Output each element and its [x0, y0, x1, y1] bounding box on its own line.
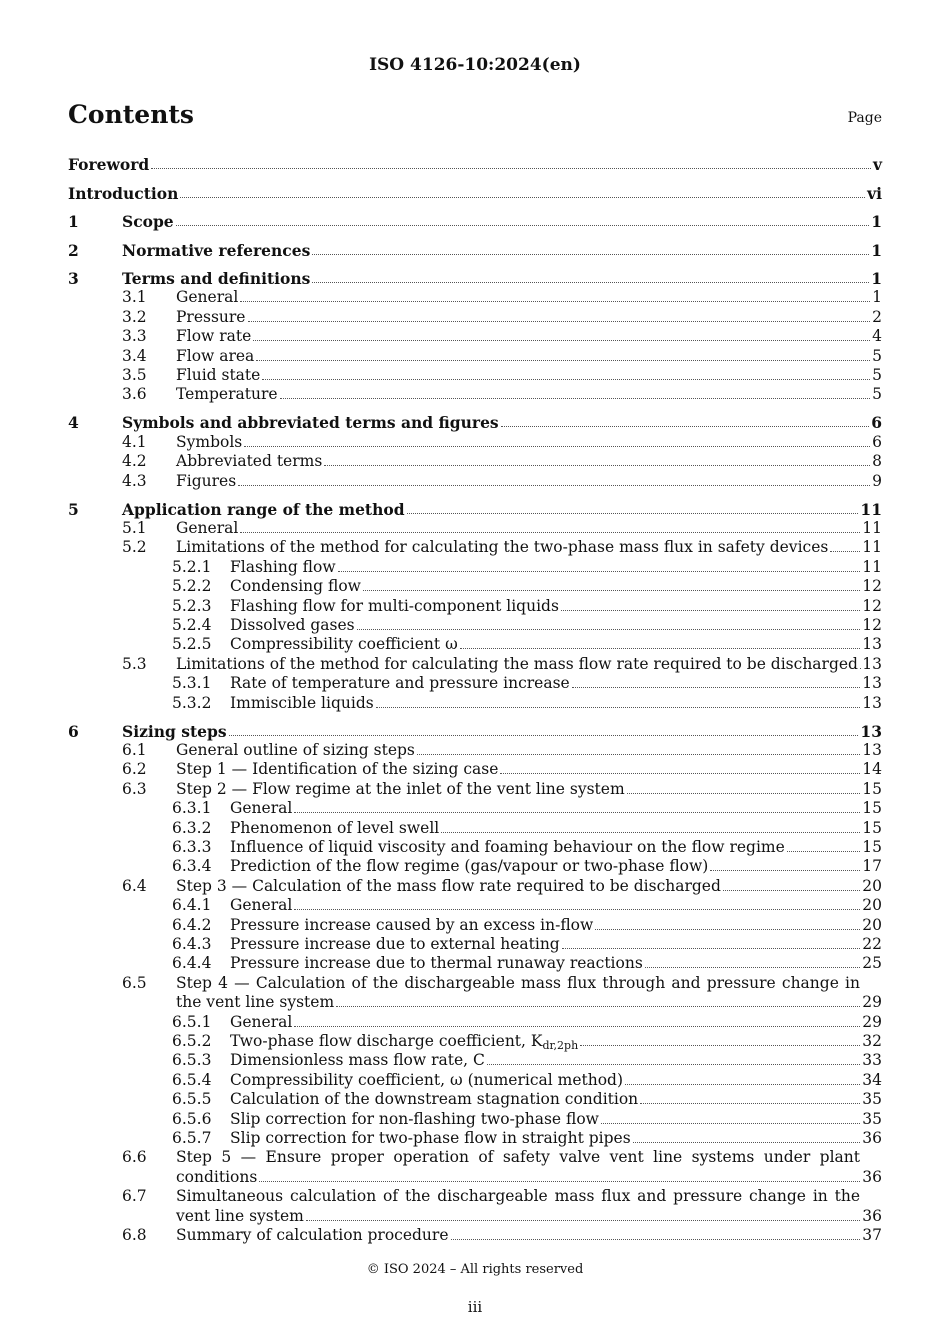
section-title: Terms and definitions — [122, 269, 311, 288]
toc-entry[interactable] — [68, 558, 882, 577]
dot-leader — [487, 1064, 860, 1065]
toc-entry[interactable] — [68, 155, 882, 174]
toc-entry[interactable] — [68, 1110, 882, 1129]
section-number: 6 — [68, 721, 79, 741]
section-title: Slip correction for two-phase flow in straight pipes — [230, 1129, 631, 1147]
toc-entry[interactable] — [68, 385, 882, 404]
toc-entry[interactable] — [68, 741, 882, 760]
toc-entry[interactable] — [68, 519, 882, 538]
page-ref: 4 — [872, 327, 882, 346]
toc-entry[interactable] — [68, 1129, 882, 1148]
dot-leader — [312, 254, 869, 255]
page-ref: 15 — [862, 838, 882, 856]
section-title: Compressibility coefficient ω — [230, 635, 458, 654]
toc-entry[interactable] — [68, 760, 882, 779]
dot-leader — [324, 465, 870, 466]
dot-leader — [787, 851, 860, 852]
toc-entry[interactable] — [68, 241, 882, 260]
page-ref: 12 — [862, 596, 882, 615]
section-number: 5.3 — [122, 654, 147, 673]
page-ref: 34 — [862, 1070, 882, 1089]
toc-entry[interactable] — [68, 1013, 882, 1032]
dot-leader — [357, 629, 861, 630]
toc-entry[interactable] — [68, 366, 882, 385]
section-number: 5 — [68, 499, 79, 519]
section-number: 6.8 — [122, 1226, 147, 1244]
dot-leader — [294, 1026, 860, 1027]
page-ref: 33 — [862, 1051, 882, 1070]
toc-entry[interactable] — [68, 500, 882, 519]
section-number: 5.1 — [122, 519, 147, 537]
section-title: Step 3 — Calculation of the mass flow rate required to be discharged — [176, 876, 721, 895]
dot-leader — [500, 773, 860, 774]
toc-entry[interactable] — [68, 974, 882, 993]
page-ref: 22 — [862, 935, 882, 953]
dot-leader — [280, 398, 871, 399]
section-title: Symbols — [176, 432, 243, 451]
page-ref: v — [872, 155, 882, 174]
toc-entry[interactable] — [68, 308, 882, 327]
section-title: Pressure increase caused by an excess in-flow — [230, 915, 594, 934]
section-number: 6.1 — [122, 741, 147, 759]
section-number: 6.4.3 — [172, 935, 212, 953]
page-ref: 17 — [862, 857, 882, 876]
page-ref: 1 — [872, 288, 882, 307]
section-title: Prediction of the flow regime (gas/vapour or two-phase flow) — [230, 857, 709, 876]
toc-entry[interactable] — [68, 433, 882, 452]
dot-leader — [723, 890, 860, 891]
section-title: Step 1 — Identification of the sizing case — [176, 760, 499, 779]
section-number: 6.5.5 — [172, 1090, 212, 1109]
toc-entry[interactable] — [68, 1051, 882, 1070]
toc-entry[interactable] — [68, 877, 882, 896]
section-title: Sizing steps — [122, 721, 227, 741]
dot-leader — [336, 1006, 860, 1007]
dot-leader — [256, 360, 870, 361]
dot-leader — [633, 1142, 861, 1143]
toc-entry[interactable] — [68, 184, 882, 203]
section-title: Scope — [122, 212, 174, 231]
dot-leader — [294, 909, 860, 910]
subscript: dr,2ph — [542, 1039, 579, 1052]
toc-entry[interactable] — [68, 819, 882, 838]
section-title: Step 2 — Flow regime at the inlet of the vent line system — [176, 779, 625, 798]
section-number: 6.4.4 — [172, 954, 212, 973]
section-number: 6.4 — [122, 876, 147, 895]
section-number: 6.4.1 — [172, 896, 212, 915]
dot-leader — [363, 590, 860, 591]
page-ref: 13 — [862, 741, 882, 759]
section-number: 1 — [68, 212, 79, 231]
section-number: 5.2.3 — [172, 596, 212, 615]
page-ref: 5 — [872, 366, 882, 384]
section-title: Flashing flow for multi-component liquids — [230, 596, 559, 615]
section-number: 6.3.2 — [172, 818, 212, 837]
page-ref: 36 — [862, 1129, 882, 1147]
dot-leader — [460, 648, 861, 649]
section-number: 3.2 — [122, 307, 147, 326]
section-title: General — [176, 288, 239, 307]
page-ref: 15 — [862, 799, 882, 818]
section-number: 4.3 — [122, 471, 147, 490]
dot-leader — [244, 446, 870, 447]
page-ref: 13 — [860, 721, 882, 741]
page-number: iii — [467, 1298, 483, 1316]
section-number: 6.5.4 — [172, 1070, 212, 1089]
section-number: 3.3 — [122, 327, 147, 346]
section-title: Limitations of the method for calculating the mass flow rate required to be discharged — [176, 654, 858, 673]
dot-leader — [180, 197, 865, 198]
section-title-continued: vent line system — [176, 1206, 304, 1225]
section-title: Fluid state — [176, 366, 261, 384]
toc-entry-continuation[interactable] — [68, 1207, 882, 1226]
dot-leader — [640, 1103, 860, 1104]
page-ref: 20 — [862, 896, 882, 915]
section-title: Flow area — [176, 346, 255, 365]
toc-entry[interactable] — [68, 935, 882, 954]
section-title: Dimensionless mass flow rate, C — [230, 1051, 485, 1070]
dot-leader — [253, 340, 870, 341]
page-ref: 13 — [862, 674, 882, 693]
section-number: 3.5 — [122, 366, 147, 384]
toc-entry[interactable] — [68, 1187, 882, 1206]
section-number: 6.3.1 — [172, 799, 212, 818]
dot-leader — [240, 301, 870, 302]
toc-entry[interactable] — [68, 472, 882, 491]
section-number: 6.5.3 — [172, 1051, 212, 1070]
toc-entry[interactable] — [68, 1032, 882, 1051]
page-ref: 36 — [862, 1167, 882, 1186]
toc-entry[interactable] — [68, 954, 882, 973]
dot-leader — [451, 1239, 861, 1240]
section-title: Two-phase flow discharge coefficient, $K_{dr,2ph}$ — [230, 1032, 579, 1052]
section-number: 3.1 — [122, 288, 147, 307]
toc-entry[interactable] — [68, 413, 882, 432]
section-title: Rate of temperature and pressure increase — [230, 674, 570, 693]
toc-entry[interactable] — [68, 597, 882, 616]
page-ref: 20 — [862, 876, 882, 895]
page-ref: 14 — [862, 760, 882, 779]
page-ref: 35 — [862, 1090, 882, 1109]
section-title: Slip correction for non-flashing two-phase flow — [230, 1109, 599, 1128]
section-title: General — [176, 519, 239, 537]
dot-leader — [240, 532, 860, 533]
section-title: Pressure increase due to external heating — [230, 935, 560, 953]
page-ref: 12 — [862, 616, 882, 634]
page-ref: 5 — [872, 346, 882, 365]
page-ref: 15 — [862, 818, 882, 837]
section-number: 5.3.2 — [172, 693, 212, 712]
toc-entry[interactable] — [68, 799, 882, 818]
section-title: Phenomenon of level swell — [230, 818, 440, 837]
section-title: Foreword — [68, 155, 150, 174]
dot-leader — [407, 513, 859, 514]
dot-leader — [151, 168, 871, 169]
toc-entry[interactable] — [68, 1148, 882, 1167]
dot-leader — [338, 571, 861, 572]
page-ref: 13 — [862, 635, 882, 654]
toc-entry[interactable] — [68, 269, 882, 288]
toc-entry[interactable] — [68, 694, 882, 713]
section-number: 5.3.1 — [172, 674, 212, 693]
dot-leader — [417, 754, 860, 755]
section-title-continued: the vent line system — [176, 993, 335, 1012]
section-number: 6.3.4 — [172, 857, 212, 876]
section-number: 6.5.7 — [172, 1129, 212, 1147]
section-title: Simultaneous calculation of the dischargeable mass flux and pressure change in the — [176, 1187, 860, 1206]
section-number: 4 — [68, 413, 79, 433]
toc-entry[interactable] — [68, 655, 882, 674]
dot-leader — [294, 812, 860, 813]
section-number: 3.4 — [122, 346, 147, 365]
section-number: 5.2.1 — [172, 557, 212, 576]
section-title: Summary of calculation procedure — [176, 1226, 449, 1244]
section-title: Temperature — [176, 385, 278, 404]
page-ref: 13 — [862, 693, 882, 712]
dot-leader — [376, 707, 861, 708]
toc-entry[interactable] — [68, 780, 882, 799]
section-number: 3 — [68, 269, 79, 288]
toc-entry[interactable] — [68, 916, 882, 935]
page-ref: 15 — [862, 779, 882, 798]
section-title: Figures — [176, 471, 237, 490]
section-number: 6.3.3 — [172, 838, 212, 856]
toc-entry[interactable] — [68, 857, 882, 876]
section-number: 6.6 — [122, 1148, 147, 1167]
section-title: Step 5 — Ensure proper operation of safety valve vent line systems under plant — [176, 1148, 860, 1167]
section-title: Flashing flow — [230, 557, 336, 576]
dot-leader — [501, 426, 870, 427]
page-ref: 11 — [862, 519, 882, 537]
section-number: 2 — [68, 240, 79, 260]
page-ref: 36 — [862, 1206, 882, 1225]
section-number: 6.5.6 — [172, 1109, 212, 1128]
page-ref: 29 — [862, 1012, 882, 1031]
section-number: 6.4.2 — [172, 915, 212, 934]
section-number: 4.1 — [122, 432, 147, 451]
page-column-label: Page — [847, 110, 882, 126]
section-title: Limitations of the method for calculating the two-phase mass flux in safety devices — [176, 538, 829, 557]
page-ref: 6 — [871, 413, 882, 433]
section-title: Pressure increase due to thermal runaway reactions — [230, 954, 643, 973]
dot-leader — [238, 485, 870, 486]
page-header: ISO 4126-10:2024(en) — [369, 55, 581, 75]
dot-leader — [572, 687, 861, 688]
section-title-continued: conditions — [176, 1167, 258, 1186]
section-number: 6.7 — [122, 1187, 147, 1206]
toc-entry[interactable] — [68, 452, 882, 471]
toc-entry[interactable] — [68, 722, 882, 741]
section-title: Pressure — [176, 307, 246, 326]
dot-leader — [625, 1084, 860, 1085]
section-number: 5.2.4 — [172, 616, 212, 634]
section-title: Abbreviated terms — [176, 452, 323, 471]
toc-entry[interactable] — [68, 327, 882, 346]
section-number: 5.2.2 — [172, 577, 212, 596]
section-number: 6.5.1 — [172, 1012, 212, 1031]
toc-entry[interactable] — [68, 838, 882, 857]
toc-entry-continuation[interactable] — [68, 1168, 882, 1187]
page-ref: 13 — [862, 654, 882, 673]
page-ref: 11 — [862, 538, 882, 557]
section-title: Calculation of the downstream stagnation condition — [230, 1090, 639, 1109]
page-ref: 20 — [862, 915, 882, 934]
section-title: Application range of the method — [122, 499, 405, 519]
section-title: General outline of sizing steps — [176, 741, 415, 759]
dot-leader — [248, 321, 871, 322]
page-ref: 11 — [860, 499, 882, 519]
section-number: 6.3 — [122, 779, 147, 798]
page-ref: 35 — [862, 1109, 882, 1128]
toc-entry[interactable] — [68, 616, 882, 635]
page-ref: vi — [867, 183, 882, 203]
dot-leader — [262, 379, 870, 380]
section-title: Introduction — [68, 183, 179, 203]
section-title: Influence of liquid viscosity and foaming behaviour on the flow regime — [230, 838, 785, 856]
toc-entry[interactable] — [68, 1090, 882, 1109]
section-title: Symbols and abbreviated terms and figures — [122, 413, 499, 433]
page-ref: 32 — [862, 1032, 882, 1050]
dot-leader — [562, 948, 861, 949]
page-ref: 37 — [862, 1226, 882, 1244]
page-ref: 29 — [862, 993, 882, 1012]
toc-entry[interactable] — [68, 288, 882, 307]
page-ref: 1 — [871, 212, 882, 231]
section-number: 6.2 — [122, 760, 147, 779]
page-ref: 12 — [862, 577, 882, 596]
section-title: General — [230, 1012, 293, 1031]
dot-leader — [580, 1045, 860, 1046]
dot-leader — [645, 967, 860, 968]
dot-leader — [601, 1123, 860, 1124]
toc-entry[interactable] — [68, 577, 882, 596]
dot-leader — [595, 929, 860, 930]
section-title: Immiscible liquids — [230, 693, 374, 712]
section-title: Compressibility coefficient, ω (numerical method) — [230, 1070, 624, 1089]
page-ref: 2 — [872, 307, 882, 326]
page-ref: 11 — [862, 557, 882, 576]
section-title: Normative references — [122, 240, 311, 260]
page-ref: 1 — [871, 269, 882, 288]
dot-leader — [441, 832, 860, 833]
toc-entry[interactable] — [68, 538, 882, 557]
dot-leader — [561, 610, 860, 611]
page-ref: 25 — [862, 954, 882, 973]
dot-leader — [176, 225, 870, 226]
section-number: 3.6 — [122, 385, 147, 404]
page-ref: 6 — [872, 432, 882, 451]
toc-entry[interactable] — [68, 896, 882, 915]
section-title: General — [230, 896, 293, 915]
copyright-footer: © ISO 2024 – All rights reserved — [366, 1262, 584, 1277]
toc-entry[interactable] — [68, 1226, 882, 1245]
toc-entry-continuation[interactable] — [68, 993, 882, 1012]
dot-leader — [830, 551, 860, 552]
section-number: 6.5.2 — [172, 1032, 212, 1050]
page-ref: 8 — [872, 452, 882, 471]
dot-leader — [710, 870, 860, 871]
section-number: 4.2 — [122, 452, 147, 471]
page-ref: 1 — [871, 240, 882, 260]
section-title: Flow rate — [176, 327, 252, 346]
dot-leader — [259, 1181, 860, 1182]
toc-entry[interactable] — [68, 212, 882, 231]
toc-entry[interactable] — [68, 347, 882, 366]
dot-leader — [229, 735, 859, 736]
contents-title: Contents — [68, 100, 195, 129]
section-title: Condensing flow — [230, 577, 361, 596]
section-title: General — [230, 799, 293, 818]
page-ref: 9 — [872, 471, 882, 490]
section-title: Step 4 — Calculation of the dischargeable mass flux through and pressure change in — [176, 973, 860, 992]
toc-entry[interactable] — [68, 635, 882, 654]
section-title: Dissolved gases — [230, 616, 355, 634]
section-number: 6.5 — [122, 973, 147, 992]
page-ref: 5 — [872, 385, 882, 404]
toc-entry[interactable] — [68, 674, 882, 693]
dot-leader — [312, 282, 869, 283]
toc-entry[interactable] — [68, 1071, 882, 1090]
dot-leader — [627, 793, 861, 794]
section-number: 5.2.5 — [172, 635, 212, 654]
section-number: 5.2 — [122, 538, 147, 557]
dot-leader — [306, 1220, 860, 1221]
